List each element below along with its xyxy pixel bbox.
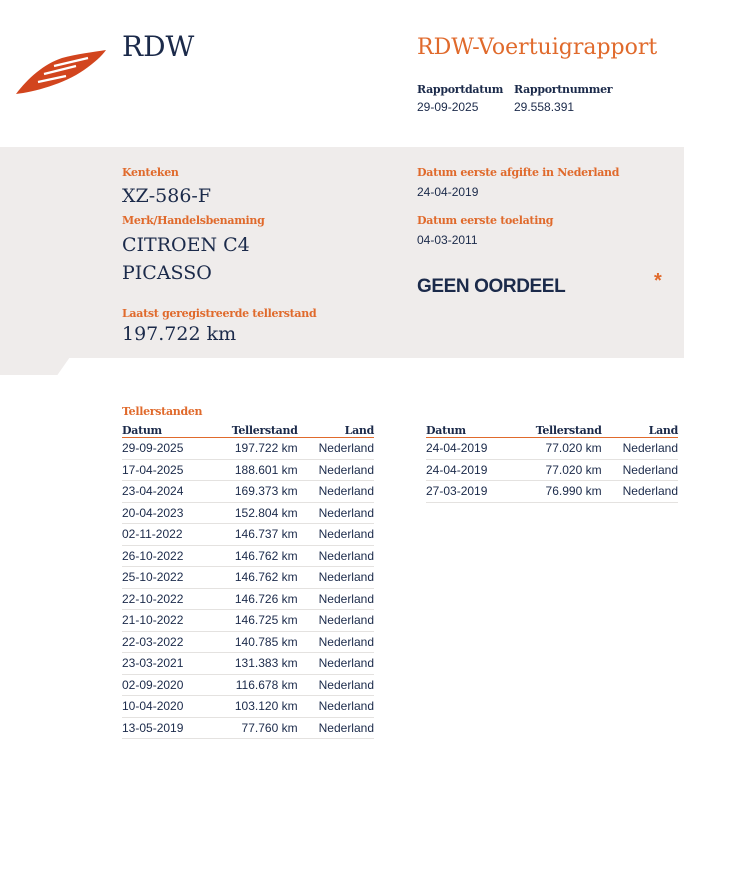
report-number: 29.558.391 (514, 100, 575, 114)
cell-country: Nederland (298, 567, 374, 589)
cell-country: Nederland (298, 653, 374, 675)
table-row (122, 631, 374, 653)
table-row (426, 481, 678, 503)
cell-country: Nederland (298, 438, 374, 460)
cell-odometer: 146.762 km (207, 567, 298, 589)
cell-date: 17-04-2025 (122, 459, 207, 481)
rdw-logo-icon (14, 44, 110, 98)
report-date-label: Rapportdatum (417, 83, 504, 96)
table-row (122, 610, 374, 632)
cell-date: 29-09-2025 (122, 438, 207, 460)
table-row (122, 502, 374, 524)
cell-country: Nederland (298, 631, 374, 653)
cell-date: 02-09-2020 (122, 674, 207, 696)
cell-date: 23-03-2021 (122, 653, 207, 675)
table-row (122, 674, 374, 696)
cell-odometer: 140.785 km (207, 631, 298, 653)
cell-odometer: 146.726 km (207, 588, 298, 610)
cell-country: Nederland (298, 588, 374, 610)
cell-date: 25-10-2022 (122, 567, 207, 589)
col-country: Land (298, 424, 374, 438)
cell-date: 24-04-2019 (426, 459, 511, 481)
cell-country: Nederland (298, 524, 374, 546)
cell-odometer: 197.722 km (207, 438, 298, 460)
cell-odometer: 76.990 km (511, 481, 602, 503)
plate-label: Kenteken (122, 166, 179, 179)
readings-title: Tellerstanden (122, 405, 203, 418)
brand-name: RDW (122, 30, 195, 63)
table-row (122, 567, 374, 589)
cell-date: 20-04-2023 (122, 502, 207, 524)
cell-country: Nederland (298, 674, 374, 696)
verdict: GEEN OORDEEL (417, 276, 566, 297)
cell-country: Nederland (602, 481, 678, 503)
table-row (122, 524, 374, 546)
col-odometer: Tellerstand (511, 424, 602, 438)
first-issue-nl-value: 24-04-2019 (417, 185, 479, 199)
table-row (122, 459, 374, 481)
cell-date: 27-03-2019 (426, 481, 511, 503)
cell-country: Nederland (298, 610, 374, 632)
verdict-asterisk: * (654, 270, 662, 292)
first-admission-value: 04-03-2011 (417, 233, 478, 247)
cell-date: 23-04-2024 (122, 481, 207, 503)
cell-country: Nederland (602, 459, 678, 481)
cell-odometer: 77.020 km (511, 438, 602, 460)
cell-date: 21-10-2022 (122, 610, 207, 632)
panel-notch (0, 357, 70, 375)
cell-country: Nederland (298, 481, 374, 503)
table-row (122, 588, 374, 610)
cell-odometer: 103.120 km (207, 696, 298, 718)
cell-odometer: 146.762 km (207, 545, 298, 567)
plate-value: XZ-586-F (122, 185, 212, 207)
cell-date: 24-04-2019 (426, 438, 511, 460)
cell-country: Nederland (298, 717, 374, 739)
cell-odometer: 77.020 km (511, 459, 602, 481)
cell-odometer: 188.601 km (207, 459, 298, 481)
readings-table-left (122, 424, 374, 739)
cell-country: Nederland (298, 459, 374, 481)
make-label: Merk/Handelsbenaming (122, 214, 265, 227)
readings-table-right (426, 424, 678, 503)
cell-country: Nederland (602, 438, 678, 460)
make-line-2: PICASSO (122, 262, 212, 284)
table-row (122, 696, 374, 718)
col-country: Land (602, 424, 678, 438)
cell-country: Nederland (298, 545, 374, 567)
table-row (426, 459, 678, 481)
cell-date: 10-04-2020 (122, 696, 207, 718)
cell-odometer: 77.760 km (207, 717, 298, 739)
odometer-value: 197.722 km (122, 323, 237, 345)
table-row (122, 717, 374, 739)
cell-country: Nederland (298, 502, 374, 524)
cell-country: Nederland (298, 696, 374, 718)
table-row (122, 545, 374, 567)
report-number-label: Rapportnummer (514, 83, 613, 96)
col-date: Datum (122, 424, 207, 438)
make-line-1: CITROEN C4 (122, 234, 250, 256)
first-admission-label: Datum eerste toelating (417, 214, 554, 227)
cell-odometer: 152.804 km (207, 502, 298, 524)
cell-date: 02-11-2022 (122, 524, 207, 546)
cell-odometer: 146.737 km (207, 524, 298, 546)
table-row (122, 438, 374, 460)
cell-date: 26-10-2022 (122, 545, 207, 567)
first-issue-nl-label: Datum eerste afgifte in Nederland (417, 166, 620, 179)
col-date: Datum (426, 424, 511, 438)
cell-date: 22-03-2022 (122, 631, 207, 653)
cell-odometer: 146.725 km (207, 610, 298, 632)
table-row (122, 481, 374, 503)
report-title: RDW-Voertuigrapport (417, 35, 658, 60)
cell-odometer: 169.373 km (207, 481, 298, 503)
cell-odometer: 131.383 km (207, 653, 298, 675)
cell-date: 22-10-2022 (122, 588, 207, 610)
col-odometer: Tellerstand (207, 424, 298, 438)
cell-odometer: 116.678 km (207, 674, 298, 696)
report-date: 29-09-2025 (417, 100, 479, 114)
cell-date: 13-05-2019 (122, 717, 207, 739)
odometer-label: Laatst geregistreerde tellerstand (122, 307, 317, 320)
table-row (122, 653, 374, 675)
table-row (426, 438, 678, 460)
